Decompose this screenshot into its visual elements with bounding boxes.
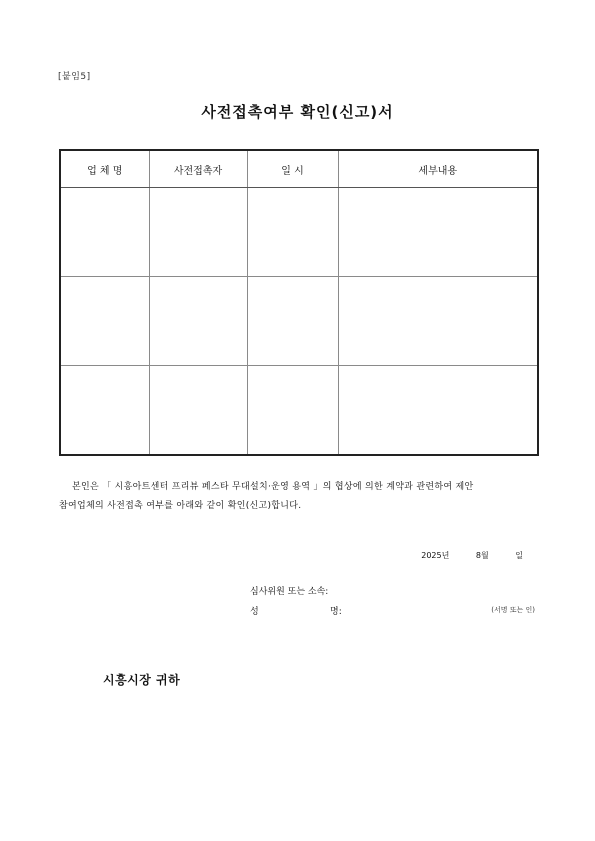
- cell-details[interactable]: [338, 188, 538, 277]
- statement-paragraph: [59, 478, 539, 516]
- attachment-label: [붙임5]: [58, 72, 91, 82]
- table-row: [60, 366, 538, 456]
- statement-line-1: 본인은 「 시흥아트센터 프리뷰 페스타 무대설치·운영 용역 」의 협상에 의한 계약과 관련하여 제안: [72, 482, 474, 492]
- name-line: [250, 604, 342, 617]
- cell-datetime[interactable]: [247, 277, 338, 366]
- table-row: [60, 277, 538, 366]
- table-header-row: [60, 150, 538, 188]
- name-label-first: 성: [250, 607, 259, 617]
- header-contact-person: 사전접촉자: [149, 150, 247, 188]
- cell-datetime[interactable]: [247, 188, 338, 277]
- cell-details[interactable]: [338, 366, 538, 456]
- header-details: 세부내용: [338, 150, 538, 188]
- header-datetime: 일 시: [247, 150, 338, 188]
- statement-line-2: 참여업체의 사전접촉 여부를 아래와 같이 확인(신고)합니다.: [59, 501, 302, 511]
- date-day: 일: [515, 551, 523, 560]
- signature-note: (서명 또는 인): [491, 606, 535, 614]
- cell-contact-person[interactable]: [149, 188, 247, 277]
- header-company-name: 업 체 명: [60, 150, 149, 188]
- cell-company-name[interactable]: [60, 366, 149, 456]
- cell-datetime[interactable]: [247, 366, 338, 456]
- date-line: [421, 550, 523, 561]
- name-label-second: 명:: [330, 607, 342, 617]
- cell-contact-person[interactable]: [149, 277, 247, 366]
- cell-company-name[interactable]: [60, 277, 149, 366]
- date-month: 8월: [475, 551, 489, 560]
- contact-table: [59, 149, 539, 456]
- date-year: 2025년: [421, 551, 450, 560]
- affiliation-label: 심사위원 또는 소속:: [250, 587, 329, 597]
- addressee: 시흥시장 귀하: [103, 673, 181, 687]
- affiliation-line: [250, 584, 328, 597]
- table-row: [60, 188, 538, 277]
- cell-details[interactable]: [338, 277, 538, 366]
- cell-company-name[interactable]: [60, 188, 149, 277]
- document-title: 사전접촉여부 확인(신고)서: [201, 103, 394, 121]
- cell-contact-person[interactable]: [149, 366, 247, 456]
